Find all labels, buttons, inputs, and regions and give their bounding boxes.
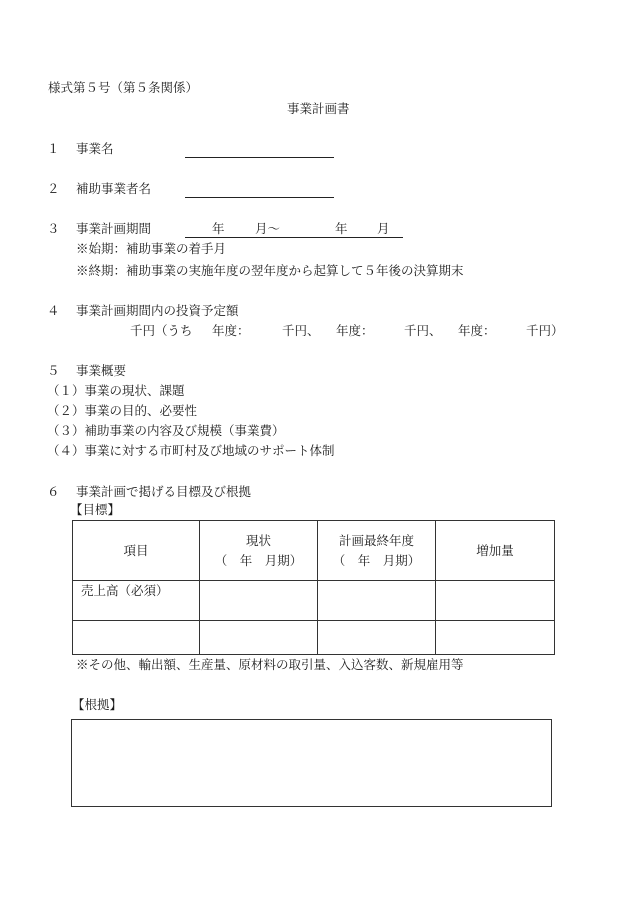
header-final-year: 計画最終年度 （ 年 月期） — [318, 521, 436, 581]
table-cell[interactable] — [200, 581, 318, 621]
operator-name-underline — [185, 197, 334, 198]
goal-table — [72, 520, 555, 655]
section-2-label: 補助事業者名 — [76, 181, 152, 196]
overview-item: （４）事業に対する市町村及び地域のサポート体制 — [47, 443, 335, 458]
period-underline — [185, 237, 403, 238]
goal-heading: 【目標】 — [70, 502, 121, 517]
section-2-number: ２ — [47, 181, 60, 196]
section-1-label: 事業名 — [76, 141, 114, 156]
header-increase: 増加量 — [436, 521, 555, 581]
investment-year-2: 年度： — [336, 323, 374, 338]
overview-item: （３）補助事業の内容及び規模（事業費） — [47, 423, 285, 438]
overview-item: （１）事業の現状、課題 — [47, 383, 185, 398]
period-start-year: 年 — [212, 221, 225, 236]
table-cell[interactable] — [436, 581, 555, 621]
section-3-number: ３ — [47, 221, 60, 236]
basis-heading: 【根拠】 — [72, 697, 123, 712]
note-end: ※終期：補助事業の実施年度の翌年度から起算して５年後の決算期末 — [76, 263, 464, 278]
investment-amount-3: 千円） — [526, 323, 564, 338]
section-3-label: 事業計画期間 — [76, 221, 152, 236]
basis-box[interactable] — [71, 719, 552, 807]
table-cell[interactable] — [200, 621, 318, 655]
section-6-label: 事業計画で掲げる目標及び根拠 — [76, 484, 252, 499]
section-1-number: １ — [47, 141, 60, 156]
overview-item: （２）事業の目的、必要性 — [47, 403, 198, 418]
investment-year-3: 年度： — [458, 323, 496, 338]
note-start: ※始期：補助事業の着手月 — [76, 241, 227, 256]
section-5-label: 事業概要 — [76, 363, 127, 378]
table-row — [73, 621, 555, 655]
header-current-period: （ 年 月期） — [214, 552, 303, 568]
table-row — [73, 581, 555, 621]
table-cell[interactable] — [73, 621, 200, 655]
section-5-number: ５ — [47, 363, 60, 378]
header-item: 項目 — [73, 521, 200, 581]
investment-amount-1: 千円、 — [282, 323, 320, 338]
table-cell[interactable] — [436, 621, 555, 655]
investment-amount-2: 千円、 — [404, 323, 442, 338]
investment-year-1: 年度： — [212, 323, 250, 338]
table-cell[interactable]: 売上高（必須） — [73, 581, 200, 621]
header-current: 現状 （ 年 月期） — [200, 521, 318, 581]
investment-total: 千円（うち — [130, 323, 193, 338]
period-end-month: 月 — [377, 221, 390, 236]
business-name-underline — [185, 157, 334, 158]
document-title: 事業計画書 — [287, 101, 350, 116]
form-label: 様式第５号（第５条関係） — [48, 80, 199, 95]
section-4-label: 事業計画期間内の投資予定額 — [76, 303, 239, 318]
header-final-period: （ 年 月期） — [332, 552, 421, 568]
goal-table-header-row — [73, 521, 555, 581]
goal-footnote: ※その他、輸出額、生産量、原材料の取引量、入込客数、新規雇用等 — [76, 657, 464, 672]
table-cell[interactable] — [318, 621, 436, 655]
period-end-year: 年 — [335, 221, 348, 236]
section-4-number: ４ — [47, 303, 60, 318]
section-6-number: ６ — [47, 484, 60, 499]
table-cell[interactable] — [318, 581, 436, 621]
period-start-month: 月～ — [255, 221, 281, 236]
